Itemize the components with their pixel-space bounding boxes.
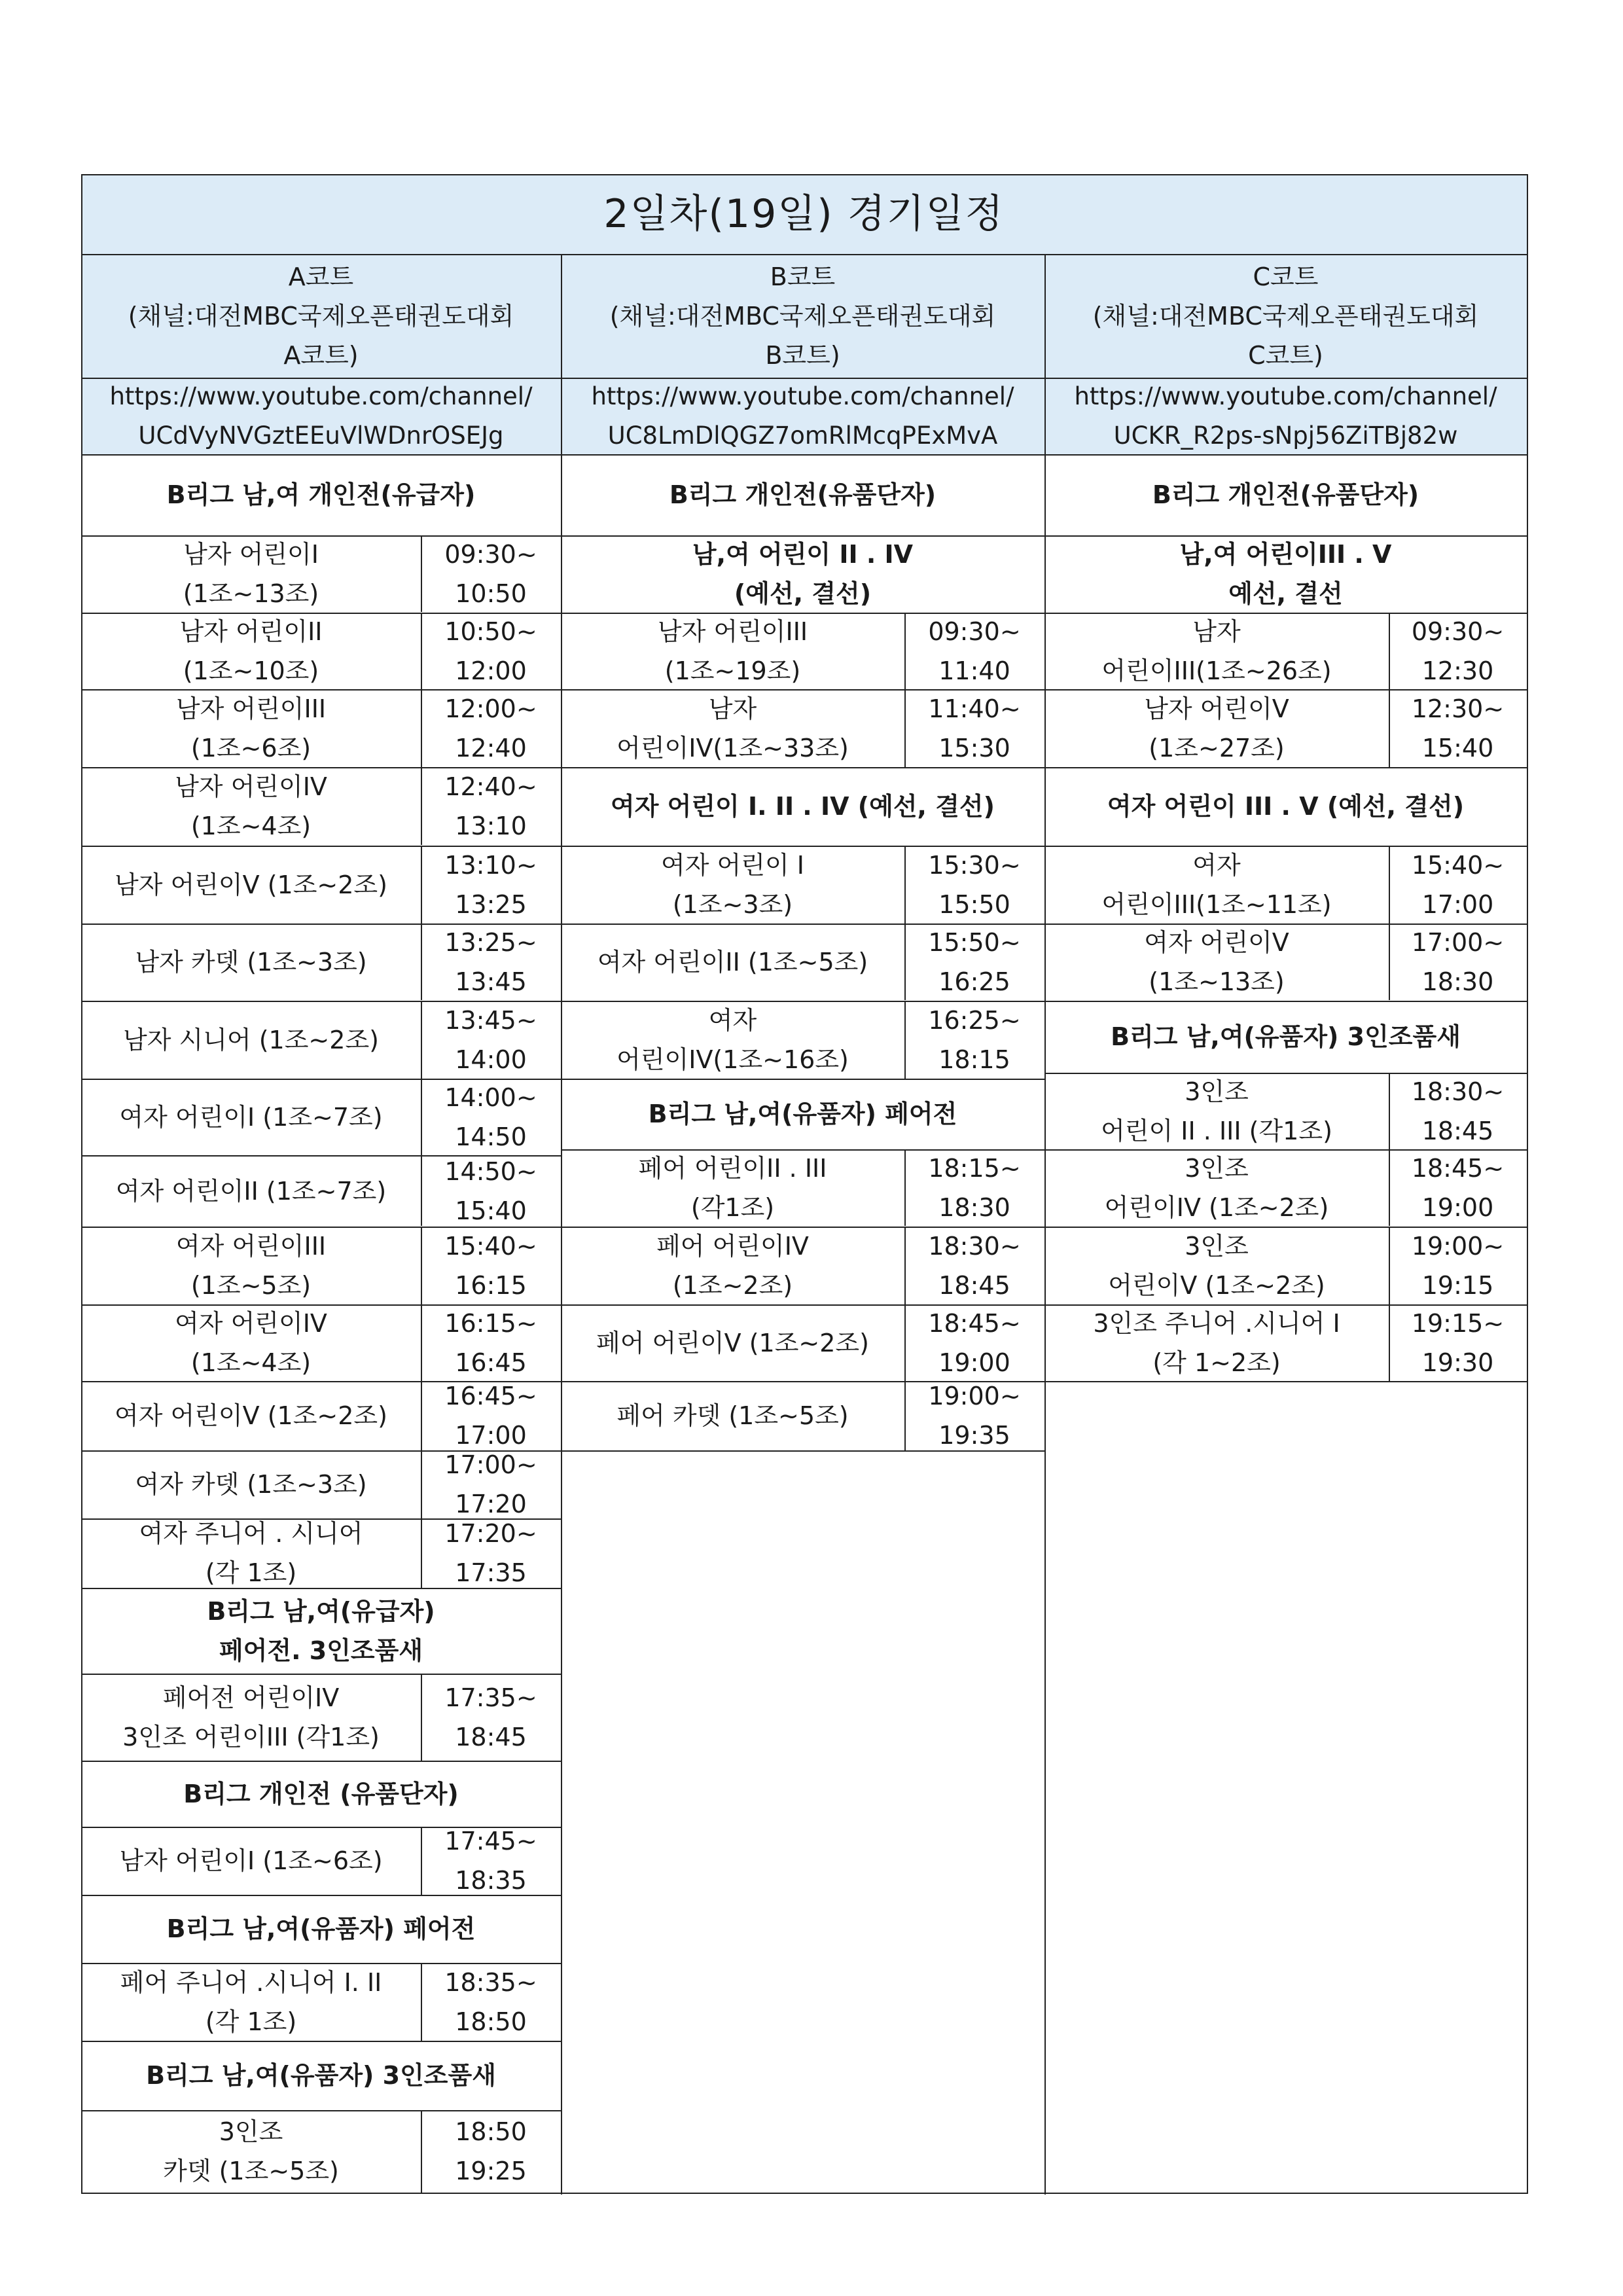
a-row-5-event — [81, 924, 421, 1001]
c-row3-3-time — [1389, 1304, 1527, 1381]
a-row-0-time-text: 10:50 — [455, 579, 527, 608]
a-row-0-event-text: 남자 어린이I — [183, 540, 319, 569]
b-row3-3-time-text: 19:35 — [938, 1421, 1010, 1450]
a-row-8-time — [421, 1155, 561, 1227]
b-row-0-event — [561, 613, 904, 689]
court-header-b-text: B코트) — [765, 340, 840, 370]
b-row3-1-event — [561, 1227, 904, 1304]
grid-line — [561, 1450, 1044, 1452]
a-row-10-event-text: 여자 어린이IV — [175, 1308, 327, 1338]
grid-line — [1389, 1227, 1390, 1304]
a-row-3-time-text: 13:10 — [455, 812, 527, 840]
b-row3-0-time-text: 18:15~ — [928, 1154, 1021, 1183]
b-row2-1-time-text: 16:25 — [938, 967, 1010, 996]
grid-line — [904, 1227, 906, 1304]
c-row3-1-time-text: 18:45~ — [1411, 1154, 1505, 1183]
a-row-6-time — [421, 1001, 561, 1079]
grid-line — [421, 535, 422, 612]
a-row-6-time-text: 13:45~ — [444, 1005, 537, 1035]
section-header-text: B리그 남,여(유품자) 3인조품새 — [1111, 1022, 1461, 1051]
a-row-pair-time-text: 18:45 — [455, 1722, 527, 1751]
c-row2-1-event-text: 여자 어린이V — [1144, 928, 1289, 957]
a-row-12-time — [421, 1450, 561, 1518]
court-header-c — [1044, 254, 1527, 378]
a-row-9-time-text: 16:15 — [455, 1270, 527, 1300]
c-row2-1-time-text: 18:30 — [1421, 967, 1494, 996]
b-row2-2-time-text: 16:25~ — [928, 1005, 1021, 1035]
c-row3-2-event — [1044, 1227, 1389, 1304]
b-row3-2-event — [561, 1304, 904, 1381]
court-channel-url-c-text: UCKR_R2ps-sNpj56ZiTBj82w — [1113, 421, 1458, 450]
grid-line — [421, 1227, 422, 1304]
a-row-c-time — [421, 1963, 561, 2041]
grid-line — [421, 924, 422, 1000]
a-row-1-event-text: (1조~10조) — [183, 656, 319, 685]
section-header — [561, 1079, 1044, 1149]
b-row-0-time — [904, 613, 1044, 689]
c-row3-3-event-text: 3인조 주니어 .시니어 I — [1093, 1308, 1340, 1338]
a-row-b-time-text: 18:35 — [455, 1866, 527, 1895]
b-row3-1-event-text: (1조~2조) — [672, 1270, 793, 1300]
c-row2-0-event — [1044, 846, 1389, 924]
b-row3-2-time-text: 19:00 — [938, 1348, 1010, 1377]
a-row-6-event-text: 남자 시니어 (1조~2조) — [123, 1025, 379, 1054]
a-row-9-time — [421, 1227, 561, 1304]
court-header-b — [561, 254, 1044, 378]
court-header-c-text: C코트 — [1253, 262, 1319, 291]
c-row2-1-event — [1044, 924, 1389, 1001]
a-row-1-event-text: 남자 어린이II — [179, 617, 323, 646]
c-row3-1-event — [1044, 1149, 1389, 1227]
c-row3-3-time-text: 19:15~ — [1411, 1308, 1505, 1338]
a-row-d-event-text: 3인조 — [219, 2117, 283, 2146]
a-row-13-time — [421, 1518, 561, 1588]
section-header — [561, 454, 1044, 535]
b-row3-1-time — [904, 1227, 1044, 1304]
a-row-3-time — [421, 767, 561, 846]
a-row-2-time-text: 12:00~ — [444, 694, 537, 723]
c-row-0-event — [1044, 613, 1389, 689]
b-row3-2-time — [904, 1304, 1044, 1381]
b-row2-2-event-text: 어린이IV(1조~16조) — [616, 1045, 849, 1074]
a-row-1-event — [81, 613, 421, 689]
b-row-1-event — [561, 689, 904, 767]
c-row-0-event-text: 어린이III(1조~26조) — [1101, 656, 1332, 685]
section-header-text: B리그 남,여(유품자) 페어전 — [166, 1914, 476, 1943]
b-row3-0-event-text: (각1조) — [690, 1193, 775, 1222]
c-row3-1-event-text: 3인조 — [1185, 1154, 1249, 1183]
a-row-5-time — [421, 924, 561, 1001]
a-row-9-event-text: (1조~5조) — [190, 1270, 312, 1300]
section-header — [81, 1895, 561, 1963]
b-row2-1-time-text: 15:50~ — [928, 928, 1021, 957]
court-header-a-text: (채널:대전MBC국제오픈태권도대회 — [128, 301, 514, 331]
b-row3-2-time-text: 18:45~ — [928, 1308, 1021, 1338]
section-header-text: B리그 남,여(유품자) 페어전 — [648, 1100, 957, 1128]
grid-line — [1044, 254, 1046, 2195]
section-header-text: B리그 남,여(유품자) 3인조품새 — [146, 2061, 496, 2090]
a-row-12-time-text: 17:00~ — [444, 1450, 537, 1479]
c-row3-2-time — [1389, 1227, 1527, 1304]
b-row3-0-event-text: 페어 어린이II . III — [638, 1154, 827, 1183]
b-row2-0-event-text: (1조~3조) — [672, 889, 793, 919]
court-channel-url-c — [1044, 378, 1527, 454]
a-row-3-event-text: (1조~4조) — [190, 812, 312, 840]
grid-line — [421, 1963, 422, 2041]
b-row-1-time-text: 15:30 — [938, 733, 1010, 762]
a-row-c-event-text: 페어 주니어 .시니어 I. II — [120, 1967, 382, 1997]
a-row-13-time-text: 17:20~ — [444, 1519, 537, 1548]
a-row-12-event — [81, 1450, 421, 1518]
court-channel-url-a-text: https://www.youtube.com/channel/ — [109, 382, 533, 410]
a-row-5-time-text: 13:25~ — [444, 928, 537, 957]
grid-line — [1389, 1304, 1390, 1381]
a-row-d-event — [81, 2110, 421, 2193]
a-row-10-time-text: 16:45 — [455, 1348, 527, 1377]
a-row-2-event — [81, 689, 421, 767]
a-row-11-time-text: 17:00 — [455, 1421, 527, 1450]
c-row3-2-time-text: 19:00~ — [1411, 1231, 1505, 1261]
court-header-c-text: (채널:대전MBC국제오픈태권도대회 — [1092, 301, 1479, 331]
a-row-8-event — [81, 1155, 421, 1227]
a-row-13-time-text: 17:35 — [455, 1558, 527, 1587]
a-row-b-event — [81, 1827, 421, 1895]
b-row-1-event-text: 남자 — [708, 694, 757, 723]
section-header — [81, 2041, 561, 2110]
a-row-2-event-text: 남자 어린이III — [175, 694, 327, 723]
c-row3-3-event-text: (각 1~2조) — [1152, 1348, 1281, 1377]
b-row2-0-time — [904, 846, 1044, 924]
grid-line — [421, 1304, 422, 1381]
c-row3-0-event — [1044, 1073, 1389, 1149]
court-channel-url-b-text: UC8LmDlQGZ7omRlMcqPExMvA — [607, 421, 998, 450]
c-row-0-time-text: 09:30~ — [1411, 617, 1505, 646]
page-title-text: 2일차(19일) 경기일정 — [603, 191, 1005, 237]
b-row-0-event-text: (1조~19조) — [664, 656, 801, 685]
subsection-header-text: 남,여 어린이III . V — [1179, 540, 1392, 569]
b-row2-2-time-text: 18:15 — [938, 1045, 1010, 1074]
a-row-9-event — [81, 1227, 421, 1304]
subsection-header — [1044, 767, 1527, 846]
section-header-text: B리그 남,여(유급자) — [207, 1596, 435, 1626]
subsection-header — [1044, 535, 1527, 613]
grid-line — [421, 613, 422, 689]
c-row3-1-time — [1389, 1149, 1527, 1227]
a-row-12-time-text: 17:20 — [455, 1490, 527, 1518]
a-row-7-time-text: 14:00~ — [444, 1083, 537, 1112]
grid-line — [421, 1381, 422, 1450]
grid-line — [81, 2193, 1527, 2194]
b-row-1-time-text: 11:40~ — [928, 694, 1021, 723]
a-row-c-event — [81, 1963, 421, 2041]
b-row-1-time — [904, 689, 1044, 767]
c-row3-3-event — [1044, 1304, 1389, 1381]
a-row-c-event-text: (각 1조) — [205, 2007, 297, 2036]
c-row-1-time-text: 15:40 — [1421, 733, 1494, 762]
c-row-1-event-text: (1조~27조) — [1149, 733, 1285, 762]
a-row-c-time-text: 18:50 — [455, 2007, 527, 2036]
court-header-a — [81, 254, 561, 378]
a-row-3-event — [81, 767, 421, 846]
a-row-1-time-text: 10:50~ — [444, 617, 537, 646]
a-row-3-event-text: 남자 어린이IV — [175, 772, 327, 801]
subsection-header — [561, 535, 1044, 613]
a-row-d-time-text: 19:25 — [455, 2157, 527, 2185]
a-row-5-time-text: 13:45 — [455, 967, 527, 996]
c-row2-0-time-text: 17:00 — [1421, 889, 1494, 919]
court-channel-url-b — [561, 378, 1044, 454]
c-row3-2-time-text: 19:15 — [1421, 1270, 1494, 1300]
b-row3-2-event-text: 페어 어린이V (1조~2조) — [596, 1328, 869, 1357]
subsection-header-text: 남,여 어린이 II . IV — [692, 540, 914, 569]
b-row2-2-event — [561, 1001, 904, 1079]
grid-line — [1044, 1381, 1527, 1382]
a-row-11-time — [421, 1381, 561, 1450]
a-row-b-event-text: 남자 어린이I (1조~6조) — [119, 1846, 383, 1875]
grid-line — [81, 378, 1527, 379]
c-row3-1-event-text: 어린이IV (1조~2조) — [1104, 1193, 1329, 1222]
grid-line — [1389, 613, 1390, 689]
a-row-0-event-text: (1조~13조) — [183, 579, 319, 608]
a-row-d-time — [421, 2110, 561, 2193]
grid-line — [1389, 689, 1390, 767]
a-row-pair-time-text: 17:35~ — [444, 1683, 537, 1712]
grid-line — [421, 846, 422, 924]
a-row-10-time — [421, 1304, 561, 1381]
subsection-header-text: 여자 어린이 I. II . IV (예선, 결선) — [611, 792, 995, 821]
section-header-text: B리그 개인전(유품단자) — [1152, 480, 1419, 509]
grid-line — [1389, 1149, 1390, 1226]
a-row-d-event-text: 카뎃 (1조~5조) — [163, 2157, 339, 2185]
a-row-6-event — [81, 1001, 421, 1079]
b-row2-0-time-text: 15:30~ — [928, 850, 1021, 880]
court-channel-url-b-text: https://www.youtube.com/channel/ — [591, 382, 1014, 410]
grid-line — [1527, 174, 1528, 2194]
grid-line — [421, 1827, 422, 1895]
grid-line — [1389, 924, 1390, 1000]
grid-line — [904, 846, 906, 924]
a-row-d-time-text: 18:50 — [455, 2117, 527, 2146]
grid-line — [904, 689, 906, 767]
grid-line — [81, 454, 1527, 456]
court-channel-url-a-text: UCdVyNVGztEEuVlWDnrOSEJg — [138, 421, 504, 450]
c-row3-0-time-text: 18:30~ — [1411, 1077, 1505, 1106]
grid-line — [904, 1304, 906, 1381]
section-header — [1044, 454, 1527, 535]
c-row-1-event-text: 남자 어린이V — [1144, 694, 1289, 723]
a-row-13-event-text: 여자 주니어 . 시니어 — [139, 1519, 363, 1548]
a-row-4-time — [421, 846, 561, 924]
court-channel-url-a — [81, 378, 561, 454]
section-header — [81, 454, 561, 535]
court-channel-url-c-text: https://www.youtube.com/channel/ — [1074, 382, 1497, 410]
c-row3-2-event-text: 3인조 — [1185, 1231, 1249, 1261]
b-row-0-time-text: 09:30~ — [928, 617, 1021, 646]
a-row-7-event-text: 여자 어린이I (1조~7조) — [119, 1102, 383, 1132]
a-row-7-time — [421, 1079, 561, 1155]
court-header-b-text: (채널:대전MBC국제오픈태권도대회 — [609, 301, 996, 331]
a-row-4-event — [81, 846, 421, 924]
grid-line — [904, 1149, 906, 1226]
a-row-10-time-text: 16:15~ — [444, 1308, 537, 1338]
a-row-4-time-text: 13:25 — [455, 889, 527, 919]
a-row-b-time-text: 17:45~ — [444, 1827, 537, 1856]
a-row-0-event — [81, 535, 421, 613]
b-row3-1-time-text: 18:45 — [938, 1270, 1010, 1300]
subsection-header-text: 예선, 결선 — [1228, 579, 1343, 608]
a-row-13-event — [81, 1518, 421, 1588]
b-row3-0-time-text: 18:30 — [938, 1193, 1010, 1222]
a-row-pair-event — [81, 1674, 421, 1761]
section-header — [81, 1761, 561, 1827]
c-row-1-event — [1044, 689, 1389, 767]
section-header — [1044, 1001, 1527, 1073]
c-row-0-event-text: 남자 — [1192, 617, 1241, 646]
grid-line — [561, 254, 562, 2195]
c-row2-1-time — [1389, 924, 1527, 1001]
a-row-1-time — [421, 613, 561, 689]
a-row-13-event-text: (각 1조) — [205, 1558, 297, 1587]
a-row-3-time-text: 12:40~ — [444, 772, 537, 801]
b-row2-1-event — [561, 924, 904, 1001]
court-header-a-text: A코트) — [283, 340, 359, 370]
a-row-10-event-text: (1조~4조) — [190, 1348, 312, 1377]
c-row2-1-time-text: 17:00~ — [1411, 928, 1505, 957]
c-row3-0-time-text: 18:45 — [1421, 1116, 1494, 1145]
b-row3-1-time-text: 18:30~ — [928, 1231, 1021, 1261]
page-title — [81, 174, 1527, 254]
grid-line — [1389, 1073, 1390, 1149]
grid-line — [904, 1001, 906, 1079]
court-header-c-text: C코트) — [1248, 340, 1323, 370]
grid-line — [1389, 846, 1390, 924]
grid-line — [81, 174, 82, 2194]
a-row-7-event — [81, 1079, 421, 1155]
a-row-4-event-text: 남자 어린이V (1조~2조) — [115, 870, 387, 899]
a-row-9-event-text: 여자 어린이III — [175, 1231, 327, 1261]
c-row2-0-event-text: 여자 — [1192, 850, 1241, 880]
a-row-6-time-text: 14:00 — [455, 1045, 527, 1074]
section-header-text: B리그 개인전 (유품단자) — [183, 1779, 459, 1808]
grid-line — [421, 1450, 422, 1518]
section-header — [81, 1588, 561, 1674]
subsection-header-text: (예선, 결선) — [734, 579, 872, 608]
b-row2-0-event-text: 여자 어린이 I — [661, 850, 804, 880]
b-row3-3-event-text: 페어 카뎃 (1조~5조) — [616, 1401, 849, 1430]
b-row2-1-event-text: 여자 어린이II (1조~5조) — [597, 948, 868, 977]
c-row-1-time — [1389, 689, 1527, 767]
grid-line — [904, 924, 906, 1000]
b-row3-3-time-text: 19:00~ — [928, 1382, 1021, 1410]
c-row-0-time-text: 12:30 — [1421, 656, 1494, 685]
court-header-a-text: A코트 — [288, 262, 354, 291]
grid-line — [421, 767, 422, 845]
grid-line — [904, 1381, 906, 1450]
a-row-10-event — [81, 1304, 421, 1381]
c-row2-0-time-text: 15:40~ — [1411, 850, 1505, 880]
grid-line — [421, 2110, 422, 2193]
grid-line — [421, 1001, 422, 1079]
a-row-0-time — [421, 535, 561, 613]
section-header-text: B리그 개인전(유품단자) — [669, 480, 936, 509]
c-row3-1-time-text: 19:00 — [1421, 1193, 1494, 1222]
a-row-9-time-text: 15:40~ — [444, 1231, 537, 1261]
c-row3-0-event-text: 어린이 II . III (각1조) — [1101, 1116, 1332, 1145]
section-header-text: B리그 남,여 개인전(유급자) — [166, 480, 476, 509]
a-row-0-time-text: 09:30~ — [444, 540, 537, 569]
c-row3-3-time-text: 19:30 — [1421, 1348, 1494, 1377]
grid-line — [421, 1518, 422, 1588]
a-row-2-time — [421, 689, 561, 767]
subsection-header — [561, 767, 1044, 846]
a-row-8-time-text: 14:50~ — [444, 1157, 537, 1186]
b-row2-1-time — [904, 924, 1044, 1001]
b-row3-0-time — [904, 1149, 1044, 1227]
c-row-0-time — [1389, 613, 1527, 689]
a-row-2-event-text: (1조~6조) — [190, 733, 312, 762]
grid-line — [81, 174, 1527, 175]
b-row3-3-event — [561, 1381, 904, 1450]
subsection-header-text: 여자 어린이 III . V (예선, 결선) — [1107, 792, 1465, 821]
a-row-5-event-text: 남자 카뎃 (1조~3조) — [135, 948, 367, 977]
grid-line — [904, 613, 906, 689]
b-row2-2-time — [904, 1001, 1044, 1079]
a-row-c-time-text: 18:35~ — [444, 1967, 537, 1997]
b-row-0-time-text: 11:40 — [938, 656, 1010, 685]
grid-line — [81, 254, 1527, 255]
b-row-1-event-text: 어린이IV(1조~33조) — [616, 733, 849, 762]
grid-line — [421, 689, 422, 767]
b-row3-3-time — [904, 1381, 1044, 1450]
a-row-b-time — [421, 1827, 561, 1895]
c-row3-0-event-text: 3인조 — [1185, 1077, 1249, 1106]
a-row-8-event-text: 여자 어린이II (1조~7조) — [115, 1176, 387, 1206]
a-row-pair-time — [421, 1674, 561, 1761]
a-row-4-time-text: 13:10~ — [444, 850, 537, 880]
a-row-pair-event-text: 3인조 어린이III (각1조) — [122, 1722, 380, 1751]
c-row-1-time-text: 12:30~ — [1411, 694, 1505, 723]
a-row-11-time-text: 16:45~ — [444, 1382, 537, 1410]
a-row-11-event-text: 여자 어린이V (1조~2조) — [115, 1401, 387, 1430]
grid-line — [421, 1079, 422, 1155]
a-row-1-time-text: 12:00 — [455, 656, 527, 685]
c-row2-0-event-text: 어린이III(1조~11조) — [1101, 889, 1332, 919]
b-row3-0-event — [561, 1149, 904, 1227]
b-row2-0-time-text: 15:50 — [938, 889, 1010, 919]
c-row2-0-time — [1389, 846, 1527, 924]
b-row2-0-event — [561, 846, 904, 924]
court-header-b-text: B코트 — [770, 262, 836, 291]
c-row2-1-event-text: (1조~13조) — [1149, 967, 1285, 996]
c-row3-0-time — [1389, 1073, 1527, 1149]
b-row-0-event-text: 남자 어린이III — [657, 617, 808, 646]
a-row-8-time-text: 15:40 — [455, 1196, 527, 1225]
c-row3-2-event-text: 어린이V (1조~2조) — [1108, 1270, 1325, 1300]
a-row-7-time-text: 14:50 — [455, 1122, 527, 1151]
a-row-2-time-text: 12:40 — [455, 733, 527, 762]
a-row-pair-event-text: 페어전 어린이IV — [162, 1683, 340, 1712]
b-row3-1-event-text: 페어 어린이IV — [656, 1231, 809, 1261]
a-row-12-event-text: 여자 카뎃 (1조~3조) — [135, 1470, 367, 1499]
a-row-11-event — [81, 1381, 421, 1450]
grid-line — [421, 1155, 422, 1226]
section-header-text: 페어전. 3인조품새 — [219, 1636, 423, 1665]
grid-line — [421, 1674, 422, 1761]
b-row2-2-event-text: 여자 — [708, 1005, 757, 1035]
